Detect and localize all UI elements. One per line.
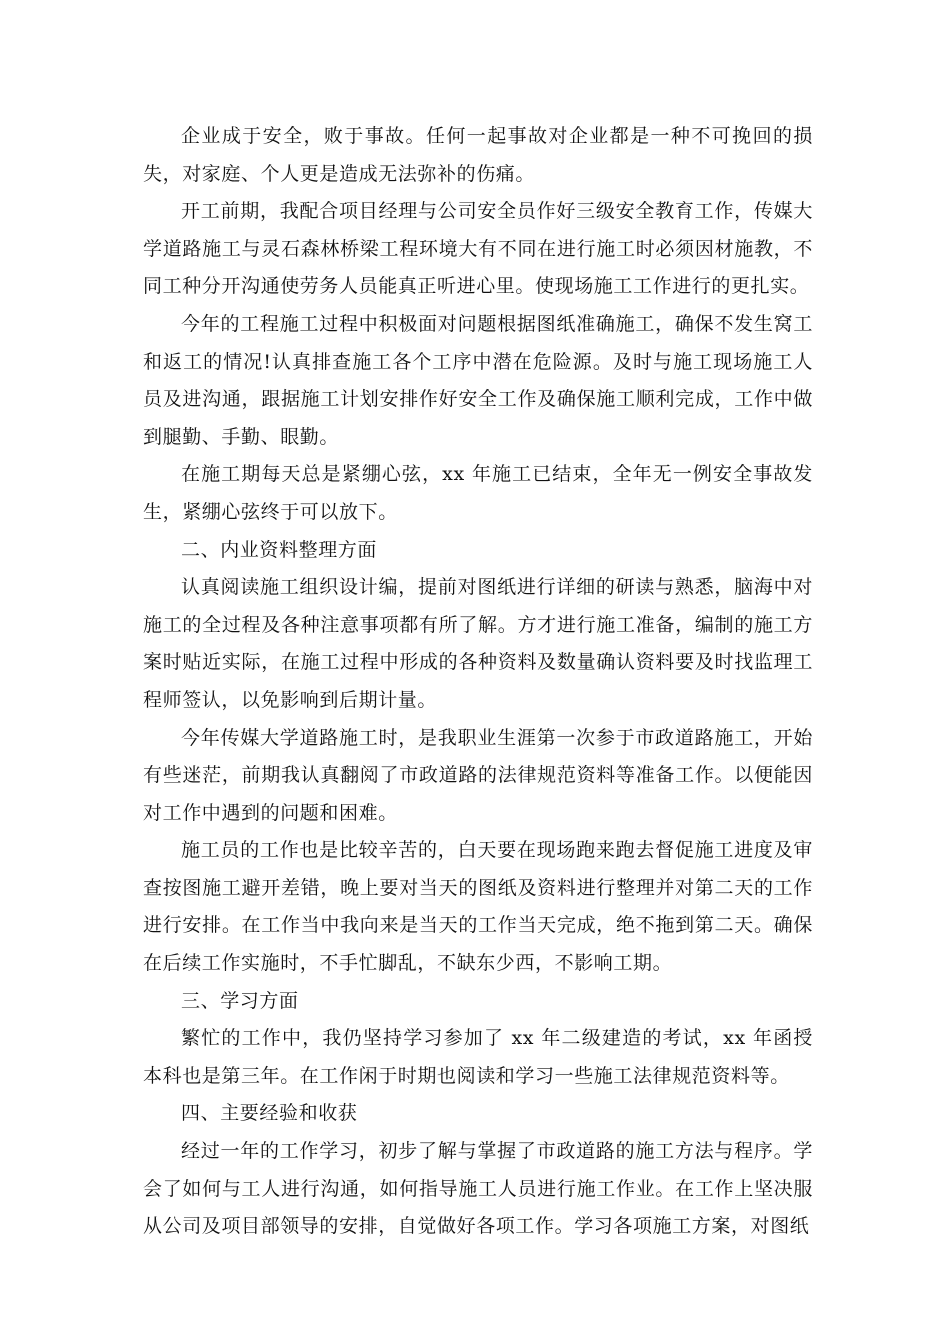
paragraph-safety-result: 在施工期每天总是紧绷心弦，xx 年施工已结束，全年无一例安全事故发生，紧绷心弦终于可以放下。 xyxy=(143,463,813,523)
paragraph-learning: 繁忙的工作中，我仍坚持学习参加了 xx 年二级建造的考试，xx 年函授本科也是第三年。在工作闲于时期也阅读和学习一些施工法律规范资料等。 xyxy=(143,1027,813,1087)
section-heading-learning: 三、学习方面 xyxy=(181,989,299,1012)
paragraph-documents-workload: 施工员的工作也是比较辛苦的，白天要在现场跑来跑去督促施工进度及审查按图施工避开差错，晚上要对当天的图纸及资料进行整理并对第二天的工作进行安排。在工作当中我向来是当天的工作当天完成，绝不拖到第二天。确保在后续工作实施时，不手忙脚乱，不缺东少西，不影响工期。 xyxy=(143,839,813,975)
section-heading-documents: 二、内业资料整理方面 xyxy=(181,538,378,561)
paragraph-documents-road: 今年传媒大学道路施工时，是我职业生涯第一次参于市政道路施工，开始有些迷茫，前期我认真翻阅了市政道路的法律规范资料等准备工作。以便能因对工作中遇到的问题和困难。 xyxy=(143,726,813,824)
document-body xyxy=(143,118,813,1246)
paragraph-construction-process: 今年的工程施工过程中积极面对问题根据图纸准确施工，确保不发生窝工和返工的情况!认真排查施工各个工序中潜在危险源。及时与施工现场施工人员及进沟通，跟据施工计划安排作好安全工作及确保施工顺利完成，工作中做到腿勤、手勤、眼勤。 xyxy=(143,312,813,448)
paragraph-safety-education: 开工前期，我配合项目经理与公司安全员作好三级安全教育工作，传媒大学道路施工与灵石森林桥梁工程环境大有不同在进行施工时必须因材施教，不同工种分开沟通使劳务人员能真正听进心里。使现场施工工作进行的更扎实。 xyxy=(143,200,813,298)
paragraph-documents-design: 认真阅读施工组织设计编，提前对图纸进行详细的研读与熟悉，脑海中对施工的全过程及各种注意事项都有所了解。方才进行施工准备，编制的施工方案时贴近实际，在施工过程中形成的各种资料及数量确认资料要及时找监理工程师签认，以免影响到后期计量。 xyxy=(143,576,813,711)
paragraph-experience: 经过一年的工作学习，初步了解与掌握了市政道路的施工方法与程序。学会了如何与工人进行沟通，如何指导施工人员进行施工作业。在工作上坚决服从公司及项目部领导的安排，自觉做好各项工作。学习各项施工方案，对图纸 xyxy=(143,1140,813,1238)
section-heading-experience: 四、主要经验和收获 xyxy=(181,1102,358,1125)
paragraph-safety-intro: 企业成于安全，败于事故。任何一起事故对企业都是一种不可挽回的损失，对家庭、个人更是造成无法弥补的伤痛。 xyxy=(143,125,813,185)
